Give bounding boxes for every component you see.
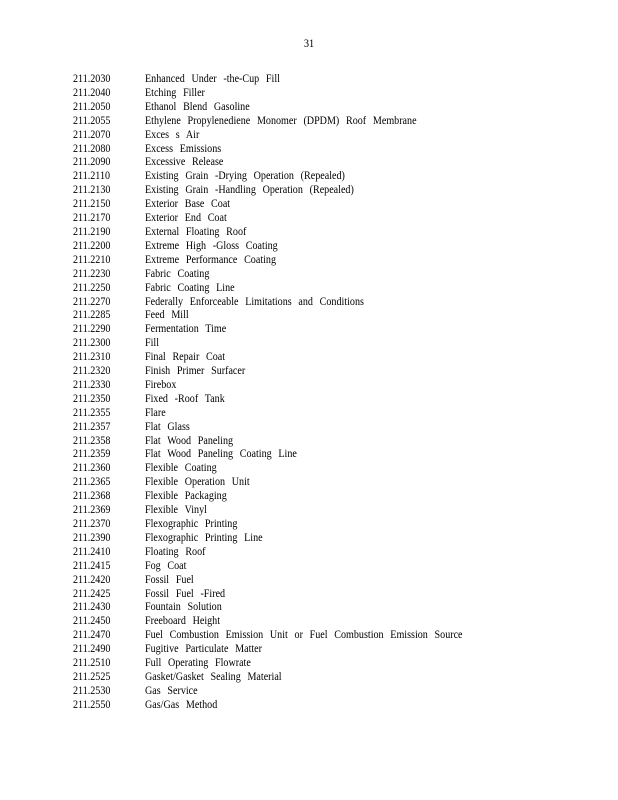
section-number: 211.2358 [73, 432, 111, 447]
section-number: 211.2110 [73, 168, 111, 183]
defined-term: Flexographic Printing Line [145, 529, 263, 544]
defined-term: Federally Enforceable Limitations and Conditions [145, 293, 364, 308]
section-number: 211.2320 [73, 363, 111, 378]
section-number: 211.2330 [73, 376, 111, 391]
section-number: 211.2360 [73, 460, 111, 475]
section-number: 211.2350 [73, 390, 111, 405]
defined-term: Freeboard Height [145, 613, 221, 628]
defined-term: Gas Service [145, 682, 198, 697]
defined-term: Ethanol Blend Gasoline [145, 98, 250, 113]
defined-term: Exces s Air [145, 126, 200, 141]
section-number: 211.2310 [73, 349, 111, 364]
defined-term: Firebox [145, 376, 177, 391]
defined-term: Existing Grain -Drying Operation (Repealed) [145, 168, 345, 183]
defined-term: Flexible Coating [145, 460, 217, 475]
defined-term: Flat Wood Paneling Coating Line [145, 446, 297, 461]
defined-term: Fog Coat [145, 557, 187, 572]
section-number: 211.2420 [73, 571, 111, 586]
defined-term: Existing Grain -Handling Operation (Repealed) [145, 182, 354, 197]
defined-term: Fabric Coating Line [145, 279, 235, 294]
section-number: 211.2230 [73, 265, 111, 280]
defined-term: Fermentation Time [145, 321, 227, 336]
defined-term: Final Repair Coat [145, 349, 226, 364]
defined-term: Fossil Fuel [145, 571, 194, 586]
section-number: 211.2270 [73, 293, 111, 308]
defined-term: Fuel Combustion Emission Unit or Fuel Combustion Emission Source [145, 627, 463, 642]
section-number: 211.2430 [73, 599, 111, 614]
section-number: 211.2365 [73, 474, 111, 489]
defined-term: Fugitive Particulate Matter [145, 641, 263, 656]
section-number: 211.2040 [73, 84, 111, 99]
section-number: 211.2130 [73, 182, 111, 197]
section-number: 211.2550 [73, 696, 111, 711]
section-number: 211.2150 [73, 196, 111, 211]
section-number: 211.2090 [73, 154, 111, 169]
defined-term: Etching Filler [145, 84, 205, 99]
defined-term: Flexible Operation Unit [145, 474, 250, 489]
section-number: 211.2369 [73, 502, 111, 517]
defined-term: Fabric Coating [145, 265, 210, 280]
section-number: 211.2070 [73, 126, 111, 141]
defined-term: Flare [145, 404, 166, 419]
section-number: 211.2250 [73, 279, 111, 294]
section-number: 211.2390 [73, 529, 111, 544]
defined-term: Extreme High -Gloss Coating [145, 237, 278, 252]
defined-term: Fountain Solution [145, 599, 222, 614]
section-number: 211.2300 [73, 335, 111, 350]
section-number: 211.2210 [73, 251, 111, 266]
defined-term: Exterior Base Coat [145, 196, 231, 211]
defined-term: Flexible Vinyl [145, 502, 207, 517]
section-number: 211.2410 [73, 543, 111, 558]
defined-term: Exterior End Coat [145, 210, 227, 225]
section-number: 211.2510 [73, 655, 111, 670]
section-number: 211.2190 [73, 223, 111, 238]
section-number: 211.2285 [73, 307, 111, 322]
defined-term: Fossil Fuel -Fired [145, 585, 226, 600]
defined-term: Finish Primer Surfacer [145, 363, 246, 378]
section-number: 211.2525 [73, 668, 111, 683]
defined-term: Floating Roof [145, 543, 206, 558]
defined-term: Feed Mill [145, 307, 189, 322]
section-number: 211.2170 [73, 210, 111, 225]
section-number: 211.2030 [73, 71, 111, 85]
section-number: 211.2359 [73, 446, 111, 461]
defined-term: Ethylene Propylenediene Monomer (DPDM) Roof Membrane [145, 112, 417, 127]
section-number: 211.2200 [73, 237, 111, 252]
section-number: 211.2450 [73, 613, 111, 628]
defined-term: Flat Glass [145, 418, 190, 433]
section-number: 211.2355 [73, 404, 111, 419]
section-number: 211.2368 [73, 488, 111, 503]
section-number: 211.2080 [73, 140, 111, 155]
defined-term: Gas/Gas Method [145, 696, 218, 711]
defined-term: Enhanced Under -the-Cup Fill [145, 71, 280, 85]
section-number: 211.2050 [73, 98, 111, 113]
page-number: 31 [303, 36, 315, 50]
defined-term: External Floating Roof [145, 223, 247, 238]
section-number: 211.2425 [73, 585, 111, 600]
defined-term: Fill [145, 335, 160, 350]
defined-term: Excessive Release [145, 154, 224, 169]
defined-term: Extreme Performance Coating [145, 251, 277, 266]
section-number: 211.2470 [73, 627, 111, 642]
section-number: 211.2490 [73, 641, 111, 656]
section-number: 211.2290 [73, 321, 111, 336]
defined-term: Excess Emissions [145, 140, 222, 155]
section-number: 211.2415 [73, 557, 111, 572]
defined-term: Flexible Packaging [145, 488, 227, 503]
defined-term: Flexographic Printing [145, 516, 238, 530]
section-number: 211.2055 [73, 112, 111, 127]
section-number: 211.2370 [73, 516, 111, 530]
defined-term: Flat Wood Paneling [145, 432, 234, 447]
defined-term: Fixed -Roof Tank [145, 390, 225, 405]
section-number: 211.2357 [73, 418, 111, 433]
defined-term: Gasket/Gasket Sealing Material [145, 668, 282, 683]
section-number: 211.2530 [73, 682, 111, 697]
defined-term: Full Operating Flowrate [145, 655, 251, 670]
